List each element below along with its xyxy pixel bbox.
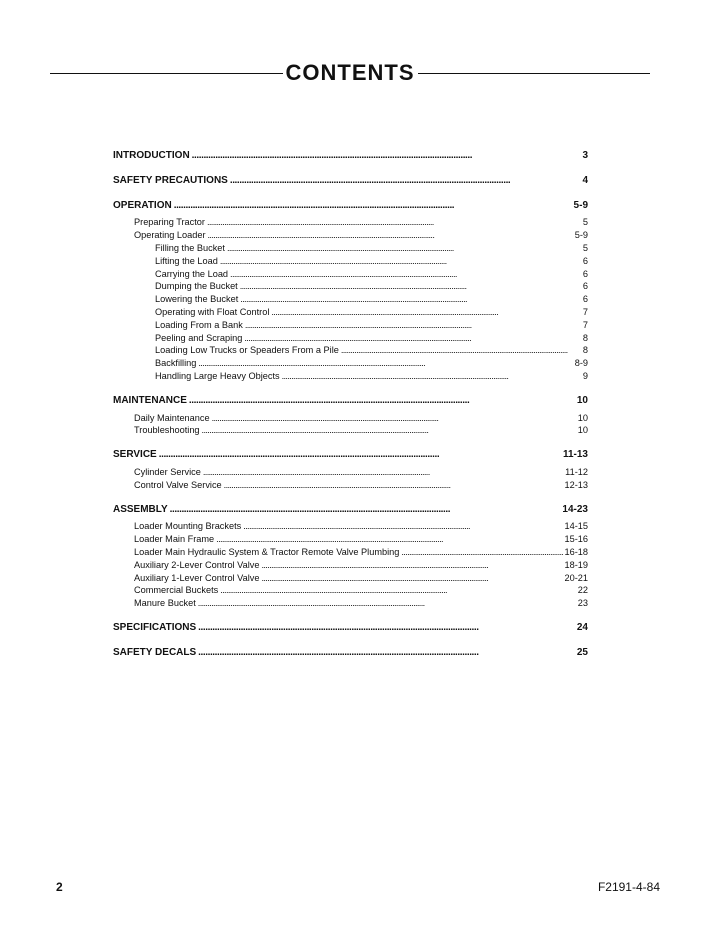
toc-entry-page: 9 [582,370,588,381]
toc-entry [113,268,588,281]
toc-entry-page: 8 [582,345,588,356]
toc-entry [113,200,588,213]
toc-entry-label: Control Valve Service [134,479,222,490]
toc-entry [113,520,588,533]
toc-entry [113,449,588,462]
dot-leader [208,229,573,242]
contents-heading [50,58,650,88]
toc-entry-label: Handling Large Heavy Objects [155,370,280,381]
dot-leader [243,520,562,533]
toc-entry-label: Preparing Tractor [134,217,205,228]
toc-entry-label: Loader Main Hydraulic System & Tractor Remote Valve Plumbing [134,546,400,557]
toc-entry [113,344,588,357]
toc-entry-label: Loading Low Trucks or Speaders From a Pile [155,345,339,356]
toc-entry-label: Loading From a Bank [155,319,243,330]
toc-entry [113,293,588,306]
toc-entry [113,242,588,255]
toc-entry-label: Backfilling [155,358,197,369]
toc-entry [113,622,588,635]
toc-entry-label: Loader Mounting Brackets [134,521,242,532]
dot-leader [220,584,576,597]
dot-leader [207,216,581,229]
toc-entry-label: ASSEMBLY [113,503,168,515]
dot-leader [282,370,581,383]
toc-entry-page: 3 [582,150,588,161]
page-title: CONTENTS [285,60,415,85]
toc-entry-label: Operating Loader [134,230,206,241]
toc-entry [113,647,588,660]
dot-leader [159,449,561,462]
toc-entry-label: Manure Bucket [134,598,196,609]
toc-entry-page: 6 [582,294,588,305]
dot-leader [198,622,575,635]
page-number: 2 [56,880,63,894]
toc-entry-label: Daily Maintenance [134,412,210,423]
toc-entry-page: 18-19 [564,559,588,570]
toc-entry-page: 24 [576,621,588,633]
toc-entry-label: Dumping the Bucket [155,281,238,292]
toc-entry-page: 6 [582,281,588,292]
dot-leader [245,319,581,332]
dot-leader [224,479,563,492]
toc-entry-label: Loader Main Frame [134,534,215,545]
dot-leader [261,559,562,572]
toc-entry [113,424,588,437]
toc-entry-page: 5-9 [573,199,588,211]
dot-leader [212,412,576,425]
toc-entry-page: 8-9 [574,358,588,369]
toc-entry [113,150,588,163]
dot-leader [230,268,581,281]
toc-entry-label: INTRODUCTION [113,150,190,161]
toc-entry-page: 5 [582,217,588,228]
toc-entry [113,533,588,546]
table-of-contents [113,150,588,664]
dot-leader [261,572,562,585]
dot-leader [202,424,576,437]
dot-leader [271,306,580,319]
toc-entry-label: SAFETY DECALS [113,646,197,658]
toc-entry [113,306,588,319]
toc-entry [113,504,588,517]
toc-entry [113,559,588,572]
toc-entry [113,229,588,242]
toc-entry-label: SAFETY PRECAUTIONS [113,174,228,186]
dot-leader [198,647,575,660]
dot-leader [341,344,581,357]
toc-entry-label: Peeling and Scraping [155,332,243,343]
toc-entry-page: 11-12 [565,466,588,477]
heading-rule-left [50,73,283,74]
toc-entry [113,175,588,188]
dot-leader [170,504,561,517]
dot-leader [244,332,581,345]
toc-entry [113,280,588,293]
dot-leader [230,175,581,188]
toc-entry-page: 10 [576,394,588,406]
toc-entry [113,357,588,370]
toc-entry-page: 6 [582,268,588,279]
toc-entry-label: Auxiliary 1-Lever Control Valve [134,572,260,583]
document-code: F2191-4-84 [597,880,660,894]
toc-entry-page: 25 [576,646,588,658]
toc-entry-label: MAINTENANCE [113,394,187,406]
dot-leader [198,357,572,370]
toc-entry-label: SERVICE [113,449,157,461]
toc-entry-page: 8 [582,332,588,343]
toc-entry [113,479,588,492]
toc-entry [113,332,588,345]
toc-entry-page: 11-13 [562,449,588,461]
dot-leader [192,150,581,163]
toc-entry-page: 10 [577,425,588,436]
toc-entry-page: 12-13 [564,479,588,490]
toc-entry [113,255,588,268]
dot-leader [240,280,581,293]
toc-entry-page: 14-15 [564,521,588,532]
toc-entry-page: 16-18 [564,546,588,557]
dot-leader [216,533,562,546]
toc-entry-page: 14-23 [562,503,588,515]
dot-leader [189,395,575,408]
dot-leader [240,293,581,306]
toc-entry-page: 4 [582,174,588,186]
toc-entry [113,412,588,425]
toc-entry-label: Lowering the Bucket [155,294,239,305]
dot-leader [198,597,576,610]
toc-entry [113,584,588,597]
toc-entry-label: Carrying the Load [155,268,229,279]
toc-entry-page: 22 [577,585,588,596]
dot-leader [203,466,563,479]
toc-entry [113,216,588,229]
dot-leader [220,255,581,268]
toc-entry [113,319,588,332]
toc-entry [113,546,588,559]
toc-entry [113,370,588,383]
toc-entry-page: 7 [582,319,588,330]
toc-entry-label: Cylinder Service [134,466,201,477]
toc-entry-label: Commercial Buckets [134,585,219,596]
dot-leader [174,200,572,213]
toc-entry [113,395,588,408]
toc-entry-label: SPECIFICATIONS [113,621,197,633]
toc-entry [113,597,588,610]
toc-entry-label: Troubleshooting [134,425,200,436]
toc-entry-page: 20-21 [564,572,588,583]
toc-entry-page: 6 [582,255,588,266]
heading-rule-right [418,73,651,74]
toc-entry-page: 7 [582,306,588,317]
toc-entry-page: 15-16 [564,534,588,545]
toc-entry-page: 10 [577,412,588,423]
toc-entry-page: 5-9 [574,230,588,241]
toc-entry [113,466,588,479]
dot-leader [401,546,562,559]
toc-entry-label: Auxiliary 2-Lever Control Valve [134,559,260,570]
toc-entry-label: OPERATION [113,199,172,211]
toc-entry-label: Filling the Bucket [155,242,225,253]
toc-entry [113,572,588,585]
toc-entry-page: 23 [577,598,588,609]
dot-leader [227,242,581,255]
toc-entry-label: Lifting the Load [155,255,218,266]
toc-entry-page: 5 [582,242,588,253]
toc-entry-label: Operating with Float Control [155,306,270,317]
